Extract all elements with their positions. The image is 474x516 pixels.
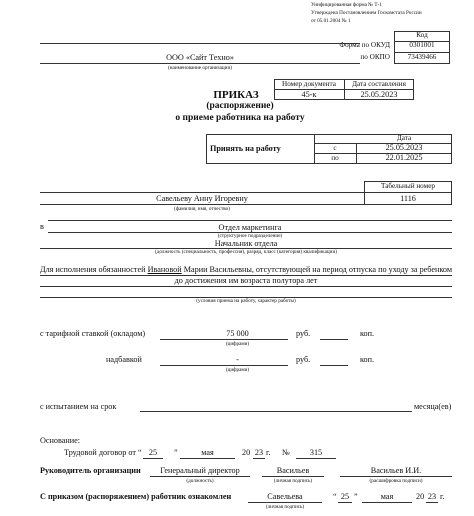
head-position-caption: (должность) bbox=[186, 478, 214, 484]
form-reference-line2: Утверждена Постановлением Госкомстата России bbox=[311, 10, 422, 16]
acknowledgement-month: мая bbox=[380, 492, 394, 501]
hire-label: Принять на работу bbox=[210, 144, 281, 153]
salary-kop-label: коп. bbox=[360, 329, 375, 338]
document-date-label: Дата составления bbox=[352, 80, 406, 88]
basis-label: Основание: bbox=[40, 436, 81, 445]
contract-month: мая bbox=[201, 448, 214, 457]
probation-label: с испытанием на срок bbox=[40, 402, 117, 411]
okud-label: Форма по ОКУД bbox=[339, 41, 390, 49]
document-purpose: о приеме работника на работу bbox=[175, 113, 305, 123]
form-reference-line3: от 05.01.2004 № 1 bbox=[311, 18, 351, 24]
position-title: Начальник отдела bbox=[214, 239, 278, 248]
head-position: Генеральный директор bbox=[160, 466, 240, 475]
organization-caption: (наименование организации) bbox=[168, 65, 232, 71]
head-decoding: Васильев И.И. bbox=[370, 466, 422, 475]
document-number-label: Номер документа bbox=[282, 80, 336, 88]
contract-number: 315 bbox=[309, 448, 323, 457]
acknowledgement-year: 23 bbox=[427, 492, 437, 501]
department-caption: (структурное подразделение) bbox=[217, 233, 283, 239]
tab-number: 1116 bbox=[400, 194, 416, 203]
conditions-line1: Для исполнения обязанностей Ивановой Марии Васильевны, отсутствующей на период отпуска по уходу за ребенком bbox=[40, 265, 453, 274]
okud-value: 0301001 bbox=[409, 41, 435, 49]
absent-employee-name: Ивановой bbox=[147, 265, 182, 274]
head-signature: Васильев bbox=[276, 466, 310, 475]
acknowledgement-label: С приказом (распоряжением) работник ознакомлен bbox=[40, 492, 232, 501]
position-prefix: в bbox=[40, 222, 44, 231]
salary-rub-label: руб. bbox=[296, 329, 311, 338]
salary-rate-value: 75 000 bbox=[226, 329, 249, 338]
hire-to-date: 22.01.2025 bbox=[385, 153, 423, 162]
okpo-value: 73439466 bbox=[407, 53, 437, 61]
document-date: 25.05.2023 bbox=[360, 90, 398, 99]
hire-date-header: Дата bbox=[396, 134, 412, 142]
bonus-kop-label: коп. bbox=[360, 355, 375, 364]
bonus-value: - bbox=[236, 355, 239, 364]
salary-rate-caption: (цифрами) bbox=[225, 341, 250, 347]
bonus-caption: (цифрами) bbox=[225, 367, 250, 373]
conditions-caption: (условия приема на работу, характер работы) bbox=[196, 298, 296, 304]
tab-number-label: Табельный номер bbox=[381, 182, 435, 190]
acknowledgement-day: 25 bbox=[340, 492, 350, 501]
position-caption: (должность (специальность, профессия), разряд, класс (категория) квалификации) bbox=[155, 249, 337, 255]
probation-months-label: месяца(ев) bbox=[414, 402, 452, 411]
okpo-label: по ОКПО bbox=[360, 53, 390, 61]
department-name: Отдел маркетинга bbox=[218, 223, 282, 232]
bonus-rub-label: руб. bbox=[296, 355, 311, 364]
document-number: 45-к bbox=[301, 90, 317, 99]
form-reference-line1: Унифицированная форма № Т-1 bbox=[311, 2, 382, 8]
document-title: ПРИКАЗ bbox=[213, 89, 259, 101]
acknowledgement-signature: Савельева bbox=[267, 492, 303, 501]
document-subtitle: (распоряжение) bbox=[206, 101, 274, 111]
hire-to-label: по bbox=[331, 154, 339, 162]
salary-rate-label: с тарифной ставкой (окладом) bbox=[40, 329, 146, 338]
organization-name: ООО «Сайт Техно» bbox=[166, 53, 234, 62]
hire-from-label: с bbox=[333, 144, 337, 152]
hire-from-date: 25.05.2023 bbox=[385, 143, 423, 152]
head-signature-caption: (личная подпись) bbox=[273, 478, 313, 484]
employee-caption: (фамилия, имя, отчество) bbox=[174, 206, 230, 212]
contract-day: 25 bbox=[148, 448, 158, 457]
bonus-label: надбавкой bbox=[106, 355, 142, 364]
acknowledgement-signature-caption: (личная подпись) bbox=[265, 504, 305, 510]
contract-year: 23 bbox=[254, 448, 264, 457]
code-header: Код bbox=[416, 31, 428, 39]
employee-name: Савельеву Анну Игоревну bbox=[156, 194, 248, 203]
conditions-line2: до достижения им возраста полутора лет bbox=[174, 276, 318, 285]
head-label: Руководитель организации bbox=[40, 466, 141, 475]
head-decoding-caption: (расшифровка подписи) bbox=[369, 478, 423, 484]
contract-label: Трудовой договор от bbox=[64, 448, 136, 457]
